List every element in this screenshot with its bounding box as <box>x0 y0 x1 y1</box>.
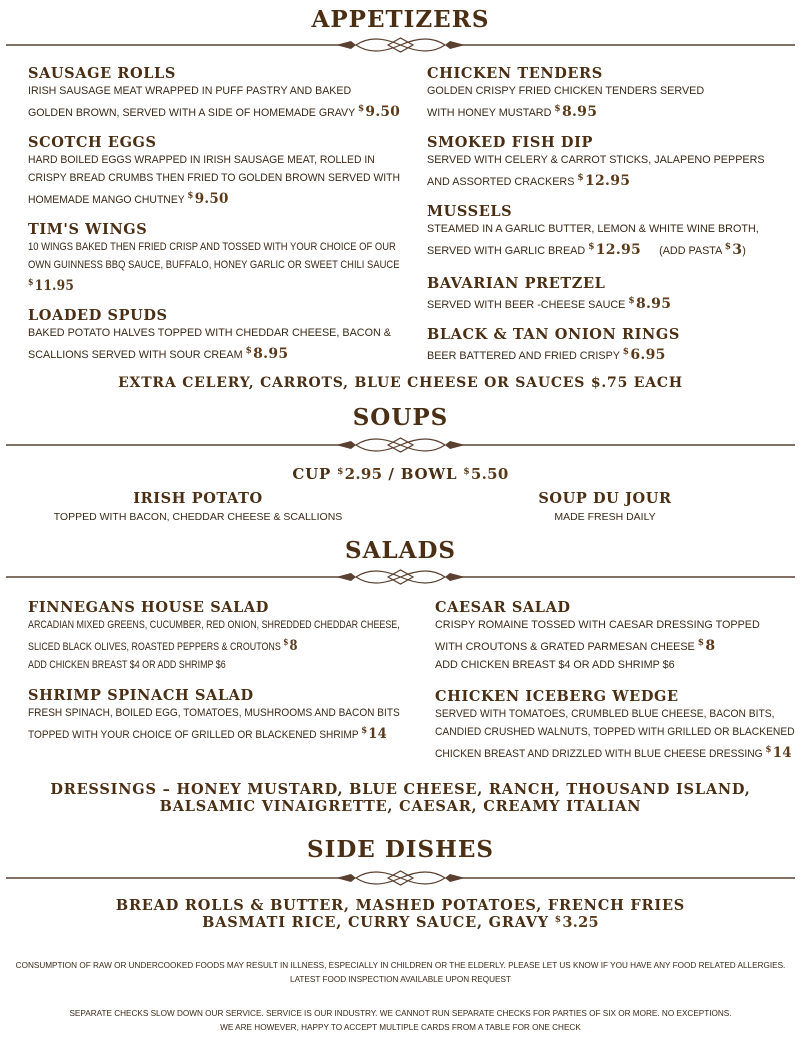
menu-item-description: BEER BATTERED AND FRIED CRISPY $6.95 <box>427 347 666 363</box>
menu-item-price: $3.25 <box>554 914 599 931</box>
soup-description: TOPPED WITH BACON, CHEDDAR CHEESE & SCALLIONS <box>53 511 343 523</box>
soup-irish-potato: IRISH POTATO <box>133 490 263 507</box>
menu-item-description: GOLDEN CRISPY FRIED CHICKEN TENDERS SERVED WITH HONEY MUSTARD $8.95 <box>427 85 705 120</box>
menu-item-description: ARCADIAN MIXED GREENS, CUCUMBER, RED ONION, SHREDDED CHEDDAR CHEESE, SLICED BLACK OLIVES, ROASTED PEPPERS & CROUTONS $8 ADD CHICKEN BREAST $4 OR ADD SHRIMP $6 <box>28 616 400 674</box>
menu-item-finnegans-house-salad: FINNEGANS HOUSE SALAD <box>28 599 269 616</box>
menu-item-price: $9.50 <box>187 191 229 207</box>
menu-item-scotch-eggs: SCOTCH EGGS <box>28 134 157 151</box>
dressings-line-2: BALSAMIC VINAIGRETTE, CAESAR, CREAMY ITALIAN <box>159 798 642 815</box>
dressings-line-1: DRESSINGS – HONEY MUSTARD, BLUE CHEESE, RANCH, THOUSAND ISLAND, <box>50 781 751 798</box>
menu-item-price: $8.95 <box>554 104 598 120</box>
menu-item-description: SERVED WITH TOMATOES, CRUMBLED BLUE CHEESE, BACON BITS, CANDIED CRUSHED WALNUTS, TOPPED WITH GRILLED OR BLACKENED CHICKEN BREAST AND DRIZZLED WITH BLUE CHEESE DRESSING $14 <box>435 708 795 761</box>
menu-item-chicken-tenders: CHICKEN TENDERS <box>427 65 603 82</box>
menu-item-price: $8.95 <box>245 346 289 362</box>
salad-addon: ADD CHICKEN BREAST $4 OR ADD SHRIMP $6 <box>28 659 226 671</box>
side-dishes-line-2: BASMATI RICE, CURRY SAUCE, GRAVY $3.25 <box>202 914 599 931</box>
ornamental-divider <box>6 870 795 886</box>
menu-item-tims-wings: TIM'S WINGS <box>28 221 148 238</box>
menu-item-price: $9.50 <box>357 104 401 120</box>
menu-item-price: $12.95 <box>577 173 631 189</box>
menu-item-bavarian-pretzel: BAVARIAN PRETZEL <box>427 275 606 292</box>
menu-item-chicken-iceberg-wedge: CHICKEN ICEBERG WEDGE <box>435 688 679 705</box>
menu-item-description: 10 WINGS BAKED THEN FRIED CRISP AND TOSSED WITH YOUR CHOICE OF OUR OWN GUINNESS BBQ SAUCE, BUFFALO, HONEY GARLIC OR SWEET CHILI SAUCE $11.95 <box>28 241 400 294</box>
menu-item-price: $14 <box>361 726 388 742</box>
menu-item-smoked-fish-dip: SMOKED FISH DIP <box>427 134 593 151</box>
menu-item-caesar-salad: CAESAR SALAD <box>435 599 571 616</box>
menu-item-sausage-rolls: SAUSAGE ROLLS <box>28 65 176 82</box>
menu-item-price: $8 <box>697 638 716 654</box>
menu-item-description: CRISPY ROMAINE TOSSED WITH CAESAR DRESSING TOPPED WITH CROUTONS & GRATED PARMESAN CHEESE $8 ADD CHICKEN BREAST $4 OR ADD SHRIMP $6 <box>435 616 760 674</box>
side-dishes-heading: SIDE DISHES <box>306 836 495 863</box>
extras-note: EXTRA CELERY, CARROTS, BLUE CHEESE OR SAUCES $.75 EACH <box>118 375 683 391</box>
ornamental-divider <box>6 37 795 53</box>
menu-item-description: SERVED WITH BEER -CHEESE SAUCE $8.95 <box>427 296 672 312</box>
ornamental-divider <box>6 437 795 453</box>
menu-item-black-tan-onion-rings: BLACK & TAN ONION RINGS <box>427 326 680 343</box>
separate-checks-notice: SEPARATE CHECKS SLOW DOWN OUR SERVICE. SERVICE IS OUR INDUSTRY. WE CANNOT RUN SEPARATE CHECKS FOR PARTIES OF SIX OR MORE. NO EXCEPTIONS. WE ARE HOWEVER, HAPPY TO ACCEPT MULTIPLE CARDS FROM A TABLE FOR ONE CHECK <box>69 1009 732 1032</box>
menu-item-description: STEAMED IN A GARLIC BUTTER, LEMON & WHITE WINE BROTH, SERVED WITH GARLIC BREAD $12.95 (ADD PASTA $3) <box>427 223 759 258</box>
ornamental-divider <box>6 569 795 585</box>
menu-item-price: $6.95 <box>622 347 666 363</box>
soup-du-jour: SOUP DU JOUR <box>538 490 672 507</box>
menu-item-shrimp-spinach-salad: SHRIMP SPINACH SALAD <box>28 687 254 704</box>
menu-item-price: $8.95 <box>628 296 672 312</box>
menu-item-price: $12.95 <box>588 242 642 258</box>
menu-item-loaded-spuds: LOADED SPUDS <box>28 307 168 324</box>
salads-heading: SALADS <box>344 537 457 564</box>
add-pasta-note: (ADD PASTA $3) <box>659 242 746 258</box>
side-dishes-line-1: BREAD ROLLS & BUTTER, MASHED POTATOES, FRENCH FRIES <box>115 897 686 914</box>
menu-item-price: $11.95 <box>28 278 75 294</box>
menu-item-description: IRISH SAUSAGE MEAT WRAPPED IN PUFF PASTRY AND BAKED GOLDEN BROWN, SERVED WITH A SIDE OF HOMEMADE GRAVY $9.50 <box>28 85 401 120</box>
soup-prices: CUP $2.95 / BOWL $5.50 <box>292 465 509 483</box>
menu-item-description: FRESH SPINACH, BOILED EGG, TOMATOES, MUSHROOMS AND BACON BITS TOPPED WITH YOUR CHOICE OF GRILLED OR BLACKENED SHRIMP $14 <box>28 707 400 742</box>
appetizers-heading: APPETIZERS <box>311 6 490 33</box>
soup-description: MADE FRESH DAILY <box>554 511 656 523</box>
menu-item-price: $8 <box>283 638 298 654</box>
menu-item-description: HARD BOILED EGGS WRAPPED IN IRISH SAUSAGE MEAT, ROLLED IN CRISPY BREAD CRUMBS THEN FRIED TO GOLDEN BROWN SERVED WITH HOMEMADE MANGO CHUTNEY $9.50 <box>28 154 401 207</box>
menu-item-description: BAKED POTATO HALVES TOPPED WITH CHEDDAR CHEESE, BACON & SCALLIONS SERVED WITH SOUR CREAM $8.95 <box>28 327 391 362</box>
menu-item-mussels: MUSSELS <box>427 203 513 220</box>
salad-addon: ADD CHICKEN BREAST $4 OR ADD SHRIMP $6 <box>435 659 675 671</box>
soups-heading: SOUPS <box>352 404 449 431</box>
allergy-notice: CONSUMPTION OF RAW OR UNDERCOOKED FOODS MAY RESULT IN ILLNESS, ESPECIALLY IN CHILDREN OR THE ELDERLY. PLEASE LET US KNOW IF YOU HAVE ANY FOOD RELATED ALLERGIES. LATEST FOOD INSPECTION AVAILABLE UPON REQUEST <box>15 961 786 984</box>
menu-item-price: $14 <box>765 745 792 761</box>
menu-item-description: SERVED WITH CELERY & CARROT STICKS, JALAPENO PEPPERS AND ASSORTED CRACKERS $12.95 <box>427 154 765 189</box>
